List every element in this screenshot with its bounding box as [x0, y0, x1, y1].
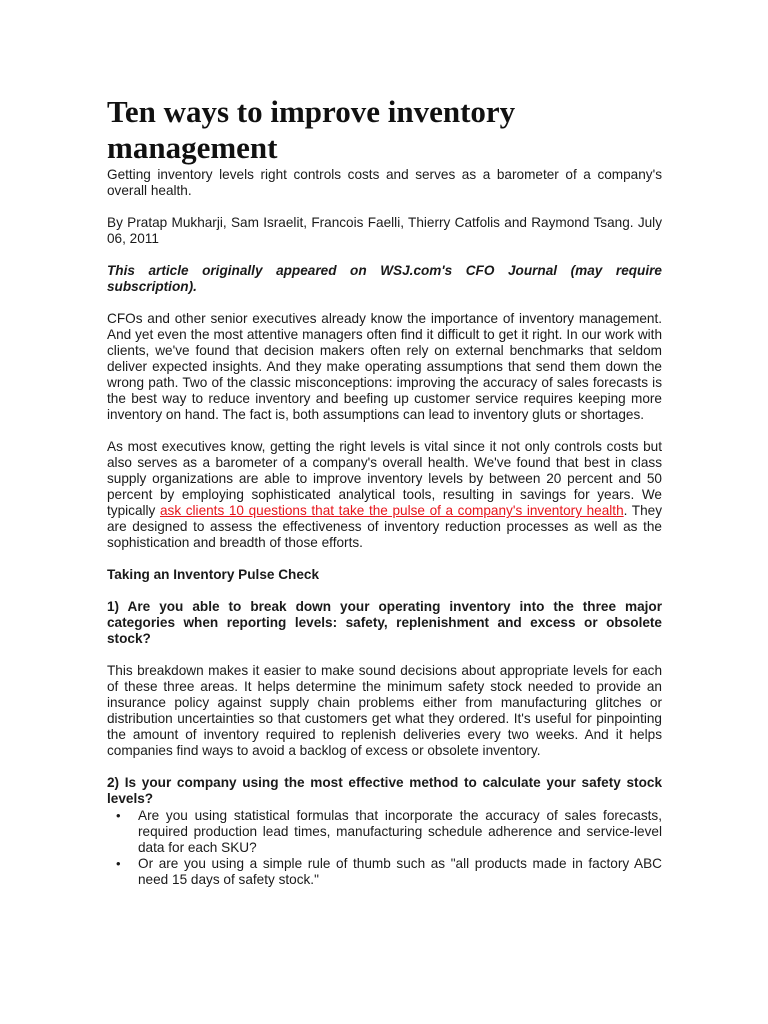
question-2-bullet-list [107, 808, 662, 888]
bullet-text: Are you using statistical formulas that incorporate the accuracy of sales forecasts, required production lead times, manufacturing schedule adherence and service-level data for each SKU? [138, 808, 662, 855]
questions-link[interactable]: ask clients 10 questions that take the pulse of a company's inventory health [159, 503, 624, 518]
intro-paragraph: CFOs and other senior executives already know the importance of inventory management. And yet even the most attentive managers often find it difficult to get it right. In our work with clients, we've found that decision makers often rely on external benchmarks that seldom deliver expected insights. And they make operating assumptions that send them down the wrong path. Two of the classic misconceptions: improving the accuracy of sales forecasts is the best way to reduce inventory and beefing up customer service requires keeping more inventory on hand. The fact is, both assumptions can lead to inventory gluts or shortages. [107, 311, 662, 422]
levels-paragraph [107, 439, 662, 551]
bullet-text: Or are you using a simple rule of thumb such as "all products made in factory ABC need 15 days of safety stock." [138, 856, 662, 887]
source-note: This article originally appeared on WSJ.com's CFO Journal (may require subscription). [107, 263, 662, 294]
article-subtitle: Getting inventory levels right controls costs and serves as a barometer of a company's overall health. [107, 167, 662, 198]
document-page [107, 94, 662, 888]
article-byline: By Pratap Mukharji, Sam Israelit, Francois Faelli, Thierry Catfolis and Raymond Tsang. July 06, 2011 [107, 215, 662, 246]
article-title: Ten ways to improve inventory management [107, 94, 516, 165]
list-item [107, 856, 662, 888]
paragraph-text-before-link: As most executives know, getting the right levels is vital since it not only controls costs but also serves as a barometer of a company's overall health. We've found that best in class supply organizations are able to improve inventory levels by between 20 percent and 50 percent by employing sophisticated analytical tools, resulting in savings for years. We typically [107, 439, 662, 518]
question-1-answer: This breakdown makes it easier to make sound decisions about appropriate levels for each of these three areas. It helps determine the minimum safety stock needed to provide an insurance policy against supply chain problems either from manufacturing glitches or distribution uncertainties so that customers get what they ordered. It's useful for pinpointing the amount of inventory required to replenish deliveries every two weeks. And it helps companies find ways to avoid a backlog of excess or obsolete inventory. [107, 663, 662, 758]
paragraph-text-after-link: . They are designed to assess the effectiveness of inventory reduction processes as well as the sophistication and breadth of those efforts. [107, 503, 663, 550]
section-heading: Taking an Inventory Pulse Check [107, 567, 320, 582]
list-item [107, 808, 662, 856]
question-2: 2) Is your company using the most effective method to calculate your safety stock levels? [107, 775, 662, 806]
bullet-icon: • [116, 808, 121, 823]
question-1: 1) Are you able to break down your operating inventory into the three major categories when reporting levels: safety, replenishment and excess or obsolete stock? [107, 599, 662, 646]
bullet-icon: • [116, 856, 121, 871]
